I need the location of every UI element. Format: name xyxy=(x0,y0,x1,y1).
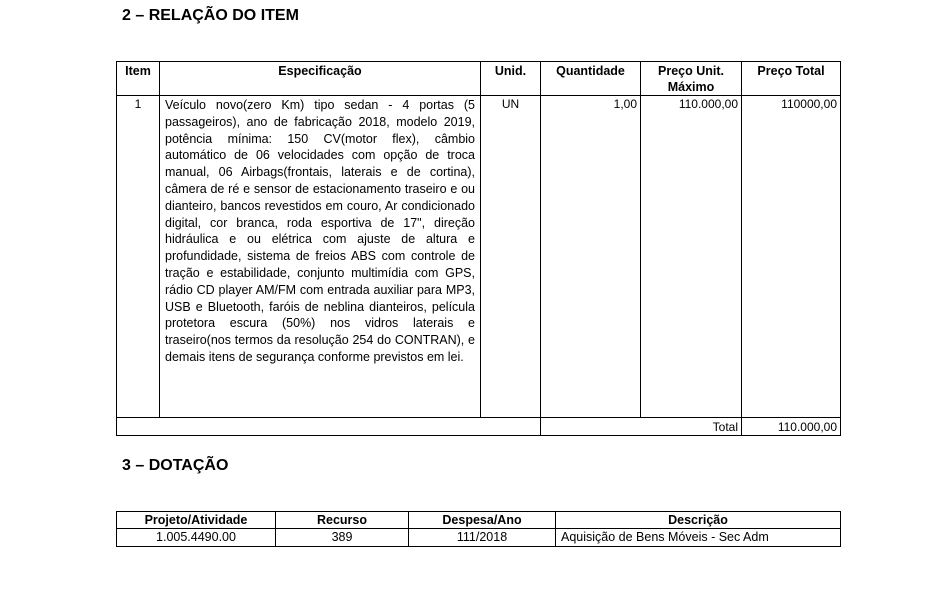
total-value: 110.000,00 xyxy=(742,418,841,436)
allocation-header-row xyxy=(117,512,841,529)
item-table xyxy=(116,61,841,436)
header-unit: Unid. xyxy=(481,62,541,96)
table-row xyxy=(117,529,841,547)
header-description: Descrição xyxy=(556,512,841,529)
total-label: Total xyxy=(541,418,742,436)
header-total-price: Preço Total xyxy=(742,62,841,96)
cell-specification: Veículo novo(zero Km) tipo sedan - 4 portas (5 passageiros), ano de fabricação 2018, modelo 2019, potência mínima: 150 CV(motor flex), câmbio automático de 06 velocidades com opção de troca manual, 06 Airbags(frontais, laterais e de cortina), câmera de ré e sensor de estacionamento traseiro e ou dianteiro, bancos revestidos em couro, Ar condicionado digital, cor branca, roda esportiva de 17", direção hidráulica e ou elétrica com ajuste de altura e profundidade, sistema de freios ABS com controle de tração e estabilidade, conjunto multimídia com GPS, rádio CD player AM/FM com entrada auxiliar para MP3, USB e Bluetooth, faróis de neblina dianteiros, película protetora escura (50%) nos vidros laterais e traseiro(nos termos da resolução 254 do CONTRAN), e demais itens de segurança conforme previstos em lei. xyxy=(160,96,481,418)
item-table-header-row xyxy=(117,62,841,96)
cell-description: Aquisição de Bens Móveis - Sec Adm xyxy=(556,529,841,547)
cell-project-activity: 1.005.4490.00 xyxy=(117,529,276,547)
header-quantity: Quantidade xyxy=(541,62,641,96)
header-expense-year: Despesa/Ano xyxy=(409,512,556,529)
cell-resource: 389 xyxy=(276,529,409,547)
header-project-activity: Projeto/Atividade xyxy=(117,512,276,529)
table-row xyxy=(117,96,841,418)
header-item: Item xyxy=(117,62,160,96)
cell-item-number: 1 xyxy=(117,96,160,418)
header-unit-price-line2: Máximo xyxy=(667,80,715,94)
header-unit-price xyxy=(641,62,742,96)
cell-total-price: 110000,00 xyxy=(742,96,841,418)
total-row-blank xyxy=(117,418,541,436)
allocation-table xyxy=(116,511,841,547)
cell-unit-price: 110.000,00 xyxy=(641,96,742,418)
header-specification: Especificação xyxy=(160,62,481,96)
header-unit-price-line1: Preço Unit. xyxy=(658,64,724,78)
cell-expense-year: 111/2018 xyxy=(409,529,556,547)
total-row xyxy=(117,418,841,436)
header-resource: Recurso xyxy=(276,512,409,529)
cell-unit: UN xyxy=(481,96,541,418)
section-title-item-list: 2 – RELAÇÃO DO ITEM xyxy=(122,7,299,24)
section-title-allocation: 3 – DOTAÇÃO xyxy=(122,457,229,474)
cell-quantity: 1,00 xyxy=(541,96,641,418)
